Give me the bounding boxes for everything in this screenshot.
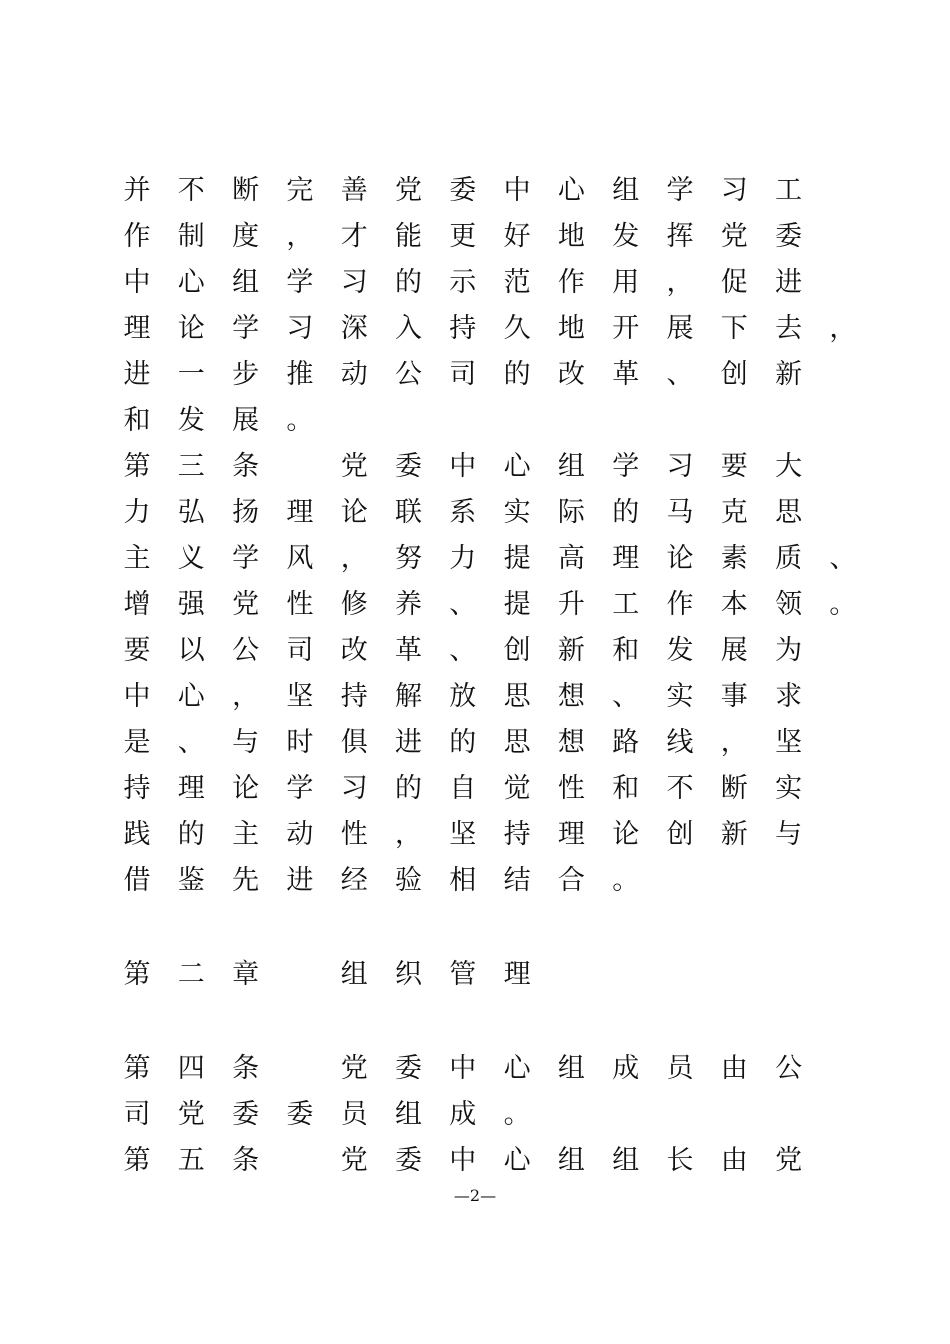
text-char: 提: [503, 589, 531, 620]
text-char: 委: [449, 175, 477, 206]
text-char: 修: [340, 589, 368, 620]
text-char: 论: [177, 313, 205, 344]
text-char: 度: [232, 221, 260, 252]
text-char: 第: [123, 1145, 151, 1176]
text-char: 作: [666, 589, 694, 620]
text-char: 步: [232, 359, 260, 390]
text-char: 理: [286, 497, 314, 528]
text-char: 思: [503, 681, 531, 712]
text-char: ，: [666, 267, 694, 298]
text-char: 、: [449, 589, 477, 620]
text-char: 地: [557, 221, 585, 252]
text-char: 理: [557, 819, 585, 850]
text-char: 实: [666, 681, 694, 712]
text-char: 中: [503, 175, 531, 206]
text-char: 善: [340, 175, 368, 206]
text-char: ，: [232, 681, 260, 712]
text-char: 第: [123, 451, 151, 482]
text-char: 动: [340, 359, 368, 390]
text-char: 范: [503, 267, 531, 298]
text-char: 努: [395, 543, 422, 574]
text-char: 、: [666, 359, 694, 390]
text-char: 司: [123, 1099, 151, 1130]
text-char: 。: [503, 1099, 531, 1130]
text-char: 大: [775, 451, 803, 482]
text-char: 组: [557, 1053, 585, 1084]
text-char: 心: [177, 267, 205, 298]
text-char: 进: [123, 359, 151, 390]
text-char: 理: [177, 773, 205, 804]
text-char: 革: [395, 635, 422, 666]
text-char: 的: [612, 497, 640, 528]
text-char: 章: [232, 959, 260, 990]
text-char: 要: [123, 635, 151, 666]
text-char: 四: [177, 1053, 205, 1084]
text-char: 组: [557, 451, 585, 482]
text-char: 以: [177, 635, 205, 666]
text-char: 并: [123, 175, 151, 206]
text-char: 想: [557, 681, 585, 712]
text-char: 司: [449, 359, 477, 390]
text-char: 党: [340, 451, 368, 482]
text-char: 持: [123, 773, 151, 804]
text-char: 一: [177, 359, 205, 390]
page-number: —2—: [453, 1186, 497, 1205]
text-char: 借: [123, 865, 151, 896]
text-char: 第: [123, 1053, 151, 1084]
text-char: 马: [666, 497, 694, 528]
text-char: 创: [503, 635, 531, 666]
text-char: 工: [612, 589, 640, 620]
text-char: 持: [503, 819, 531, 850]
text-char: 中: [123, 681, 151, 712]
text-char: 中: [123, 267, 151, 298]
text-char: 深: [340, 313, 368, 344]
text-char: 理: [612, 543, 640, 574]
text-char: 组: [232, 267, 260, 298]
text-char: 为: [775, 635, 803, 666]
text-char: 发: [666, 635, 694, 666]
text-char: 新: [720, 819, 748, 850]
text-char: 风: [286, 543, 314, 574]
text-char: 结: [503, 865, 531, 896]
text-char: 公: [232, 635, 260, 666]
text-char: 中: [449, 1053, 477, 1084]
text-char: 持: [449, 313, 477, 344]
text-char: 创: [720, 359, 748, 390]
text-char: 力: [449, 543, 477, 574]
text-char: 是: [123, 727, 151, 758]
text-char: 发: [612, 221, 640, 252]
text-char: 条: [232, 451, 260, 482]
text-char: 心: [177, 681, 205, 712]
text-char: 际: [557, 497, 585, 528]
text-char: 解: [395, 681, 422, 712]
text-char: 。: [286, 405, 314, 436]
text-char: 持: [340, 681, 368, 712]
text-char: 质: [775, 543, 803, 574]
text-char: 。: [612, 865, 640, 896]
text-char: 先: [232, 865, 260, 896]
text-char: 高: [557, 543, 585, 574]
text-char: 员: [666, 1053, 694, 1084]
text-char: 下: [720, 313, 748, 344]
text-char: 组: [395, 1099, 422, 1130]
text-char: 。: [829, 589, 857, 620]
text-char: 坚: [775, 727, 803, 758]
text-char: 断: [232, 175, 260, 206]
text-char: 党: [395, 175, 422, 206]
text-char: 成: [449, 1099, 477, 1130]
text-char: 三: [177, 451, 205, 482]
text-char: 委: [395, 451, 422, 482]
text-char: 公: [395, 359, 422, 390]
text-char: 经: [340, 865, 368, 896]
text-char: 公: [775, 1053, 803, 1084]
text-char: ，: [395, 819, 422, 850]
text-char: 与: [232, 727, 260, 758]
text-char: 自: [449, 773, 477, 804]
text-char: 心: [557, 175, 585, 206]
text-char: 进: [775, 267, 803, 298]
text-char: 中: [449, 451, 477, 482]
text-char: 主: [232, 819, 260, 850]
text-char: 理: [503, 959, 531, 990]
text-char: 实: [775, 773, 803, 804]
text-char: 思: [775, 497, 803, 528]
text-char: 工: [775, 175, 803, 206]
text-char: 系: [449, 497, 477, 528]
text-char: 作: [557, 267, 585, 298]
text-char: 联: [395, 497, 422, 528]
text-char: 心: [503, 1053, 531, 1084]
text-char: 养: [395, 589, 422, 620]
text-char: 的: [503, 359, 531, 390]
text-char: 好: [503, 221, 531, 252]
text-char: 的: [449, 727, 477, 758]
text-char: 才: [340, 221, 368, 252]
text-char: 党: [720, 221, 748, 252]
text-char: 发: [177, 405, 205, 436]
text-char: 性: [557, 773, 585, 804]
text-char: 示: [449, 267, 477, 298]
text-char: 学: [232, 543, 260, 574]
text-char: 委: [286, 1099, 314, 1130]
text-char: 党: [340, 1053, 368, 1084]
text-char: 创: [666, 819, 694, 850]
text-char: 条: [232, 1145, 260, 1176]
text-char: 义: [177, 543, 205, 574]
text-char: 去: [775, 313, 803, 344]
text-char: 不: [666, 773, 694, 804]
text-char: 委: [775, 221, 803, 252]
text-char: 俱: [340, 727, 368, 758]
text-char: 改: [557, 359, 585, 390]
text-char: 促: [720, 267, 748, 298]
text-char: 推: [286, 359, 314, 390]
text-char: 革: [612, 359, 640, 390]
text-char: 党: [232, 589, 260, 620]
text-char: 强: [177, 589, 205, 620]
text-char: 、: [449, 635, 477, 666]
text-char: 条: [232, 1053, 260, 1084]
text-char: 展: [666, 313, 694, 344]
text-char: 鉴: [177, 865, 205, 896]
text-char: 素: [720, 543, 748, 574]
text-char: 放: [449, 681, 477, 712]
text-char: 中: [449, 1145, 477, 1176]
text-char: 理: [123, 313, 151, 344]
text-char: 觉: [503, 773, 531, 804]
text-char: 由: [720, 1053, 748, 1084]
text-char: 学: [286, 267, 314, 298]
text-char: 本: [720, 589, 748, 620]
text-char: 增: [123, 589, 151, 620]
text-char: 思: [503, 727, 531, 758]
text-char: 挥: [666, 221, 694, 252]
text-char: 性: [286, 589, 314, 620]
text-char: 久: [503, 313, 531, 344]
text-char: 、: [177, 727, 205, 758]
text-char: 论: [340, 497, 368, 528]
text-char: 展: [720, 635, 748, 666]
text-char: 事: [720, 681, 748, 712]
text-char: 委: [395, 1053, 422, 1084]
text-char: 五: [177, 1145, 205, 1176]
text-char: 司: [286, 635, 314, 666]
text-char: 党: [775, 1145, 803, 1176]
text-char: 委: [232, 1099, 260, 1130]
text-char: 断: [720, 773, 748, 804]
text-char: 践: [123, 819, 151, 850]
text-char: 长: [666, 1145, 694, 1176]
text-char: 和: [612, 635, 640, 666]
text-char: 领: [775, 589, 803, 620]
text-char: 验: [395, 865, 422, 896]
text-char: 党: [177, 1099, 205, 1130]
text-char: 扬: [232, 497, 260, 528]
text-char: 完: [286, 175, 314, 206]
text-char: 组: [340, 959, 368, 990]
text-char: ，: [340, 543, 368, 574]
text-char: 开: [612, 313, 640, 344]
text-char: 改: [340, 635, 368, 666]
text-char: 习: [666, 451, 694, 482]
text-char: 性: [340, 819, 368, 850]
text-char: 更: [449, 221, 477, 252]
text-char: 要: [720, 451, 748, 482]
text-char: 第: [123, 959, 151, 990]
text-char: 论: [232, 773, 260, 804]
text-char: 新: [775, 359, 803, 390]
text-char: 新: [557, 635, 585, 666]
text-char: 由: [720, 1145, 748, 1176]
text-char: ，: [829, 313, 857, 344]
text-char: 与: [775, 819, 803, 850]
text-char: 和: [123, 405, 151, 436]
text-char: 的: [395, 773, 422, 804]
text-char: 心: [503, 451, 531, 482]
text-char: 党: [340, 1145, 368, 1176]
text-char: 想: [557, 727, 585, 758]
text-char: 合: [557, 865, 585, 896]
text-char: 委: [395, 1145, 422, 1176]
text-char: 和: [612, 773, 640, 804]
text-char: 组: [612, 175, 640, 206]
text-char: 求: [775, 681, 803, 712]
text-char: 成: [612, 1053, 640, 1084]
text-char: 不: [177, 175, 205, 206]
text-char: 制: [177, 221, 205, 252]
text-char: 动: [286, 819, 314, 850]
text-char: 学: [286, 773, 314, 804]
text-char: 的: [177, 819, 205, 850]
text-char: 升: [557, 589, 585, 620]
text-char: 路: [612, 727, 640, 758]
text-char: 二: [177, 959, 205, 990]
text-char: 、: [612, 681, 640, 712]
text-char: 坚: [286, 681, 314, 712]
text-char: 实: [503, 497, 531, 528]
text-char: 提: [503, 543, 531, 574]
text-char: ，: [720, 727, 748, 758]
text-char: 论: [666, 543, 694, 574]
text-char: 学: [612, 451, 640, 482]
text-char: 、: [829, 543, 857, 574]
text-char: 展: [232, 405, 260, 436]
text-char: 力: [123, 497, 151, 528]
text-char: 能: [395, 221, 422, 252]
text-char: 进: [395, 727, 422, 758]
text-char: 用: [612, 267, 640, 298]
text-char: 组: [557, 1145, 585, 1176]
text-char: 坚: [449, 819, 477, 850]
text-char: 相: [449, 865, 477, 896]
text-char: 组: [612, 1145, 640, 1176]
text-char: 员: [340, 1099, 368, 1130]
text-char: 学: [232, 313, 260, 344]
text-char: 习: [720, 175, 748, 206]
text-char: 的: [395, 267, 422, 298]
text-char: 习: [340, 267, 368, 298]
text-char: 克: [720, 497, 748, 528]
text-char: ，: [286, 221, 314, 252]
text-char: 学: [666, 175, 694, 206]
text-char: 管: [449, 959, 477, 990]
text-char: 心: [503, 1145, 531, 1176]
text-char: 地: [557, 313, 585, 344]
text-char: 作: [123, 221, 151, 252]
text-char: 主: [123, 543, 151, 574]
text-char: 习: [340, 773, 368, 804]
text-char: 进: [286, 865, 314, 896]
text-char: 织: [395, 959, 422, 990]
text-char: 入: [395, 313, 422, 344]
text-char: 论: [612, 819, 640, 850]
text-char: 弘: [177, 497, 205, 528]
text-char: 时: [286, 727, 314, 758]
text-char: 线: [666, 727, 694, 758]
text-char: 习: [286, 313, 314, 344]
